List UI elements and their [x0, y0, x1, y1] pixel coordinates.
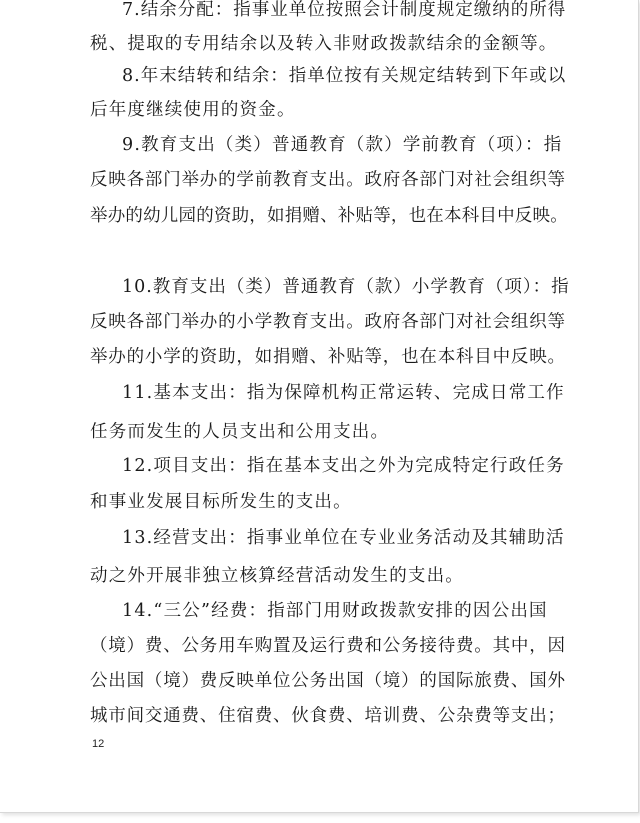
text-line: （境）费、公务用车购置及运行费和公务接待费。其中，因 [90, 636, 566, 656]
text-line: 后年度继续使用的资金。 [90, 100, 296, 120]
text-line: 反映各部门举办的学前教育支出。政府各部门对社会组织等 [90, 170, 566, 190]
text-line: 城市间交通费、住宿费、伙食费、培训费、公杂费等支出； [90, 706, 566, 726]
text-line: 14.“三公”经费：指部门用财政拨款安排的因公出国 [122, 601, 548, 621]
text-line: 11.基本支出：指为保障机构正常运转、完成日常工作 [122, 383, 565, 403]
text-line: 任务而发生的人员支出和公用支出。 [90, 422, 390, 442]
text-line: 7.结余分配：指事业单位按照会计制度规定缴纳的所得 [122, 0, 567, 20]
text-line: 举办的幼儿园的资助，如捐赠、补贴等，也在本科目中反映。 [90, 206, 568, 226]
text-line: 税、提取的专用结余以及转入非财政拨款结余的金额等。 [90, 34, 558, 54]
text-line: 和事业发展目标所发生的支出。 [90, 492, 352, 512]
text-line: 12.项目支出：指在基本支出之外为完成特定行政任务 [122, 456, 565, 476]
text-line: 8.年末结转和结余：指单位按有关规定结转到下年或以 [122, 66, 567, 86]
text-line: 动之外开展非独立核算经营活动发生的支出。 [90, 566, 464, 586]
text-line: 9.教育支出（类）普通教育（款）学前教育（项）：指 [122, 135, 563, 155]
text-line: 13.经营支出：指事业单位在专业业务活动及其辅助活 [122, 528, 565, 548]
page-number: 12 [92, 738, 105, 750]
text-line: 公出国（境）费反映单位公务出国（境）的国际旅费、国外 [90, 671, 566, 691]
text-line: 举办的小学的资助，如捐赠、补贴等，也在本科目中反映。 [90, 347, 566, 367]
text-line: 反映各部门举办的小学教育支出。政府各部门对社会组织等 [90, 312, 566, 332]
text-line: 10.教育支出（类）普通教育（款）小学教育（项）：指 [122, 277, 570, 297]
